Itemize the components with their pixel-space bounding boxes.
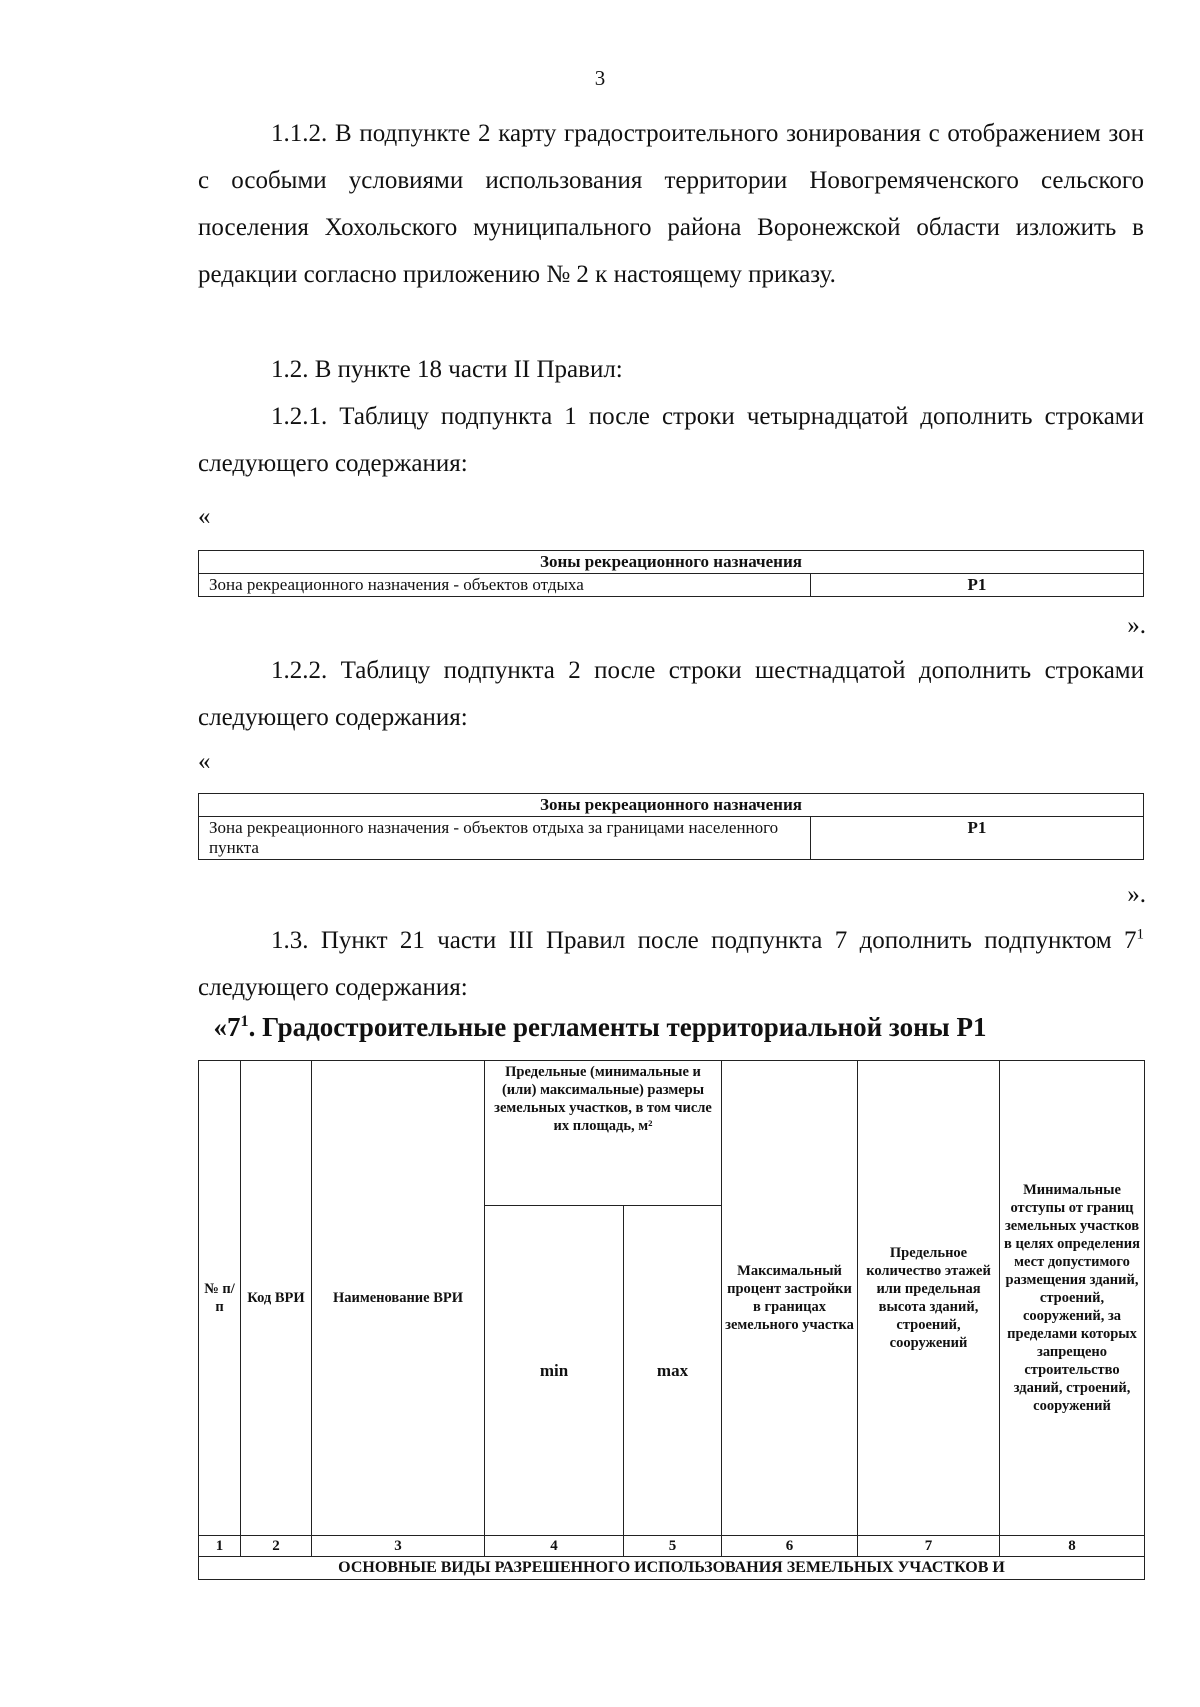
page-number: 3 bbox=[594, 66, 606, 90]
paragraph-12 bbox=[198, 346, 1144, 393]
column-number: 7 bbox=[858, 1536, 1000, 1557]
regulation-title-prefix: «7 bbox=[213, 1012, 241, 1042]
opening-quote: « bbox=[198, 503, 211, 530]
column-number: 6 bbox=[722, 1536, 858, 1557]
zone-table-2 bbox=[198, 793, 1144, 860]
superscript: 1 bbox=[240, 1012, 249, 1030]
paragraph-text bbox=[198, 917, 1144, 1011]
paragraph-1112 bbox=[198, 110, 1144, 298]
column-number: 8 bbox=[1000, 1536, 1145, 1557]
superscript: 1 bbox=[1136, 926, 1144, 943]
header-name: Наименование ВРИ bbox=[312, 1061, 485, 1536]
zone-table-1 bbox=[198, 550, 1144, 597]
zone-name-cell: Зона рекреационного назначения - объектов отдыха bbox=[199, 574, 811, 597]
closing-quote: ». bbox=[1127, 612, 1146, 639]
paragraph-13 bbox=[198, 917, 1144, 1011]
zone-name-cell: Зона рекреационного назначения - объектов отдыха за границами населенного пункта bbox=[199, 817, 811, 860]
column-number: 3 bbox=[312, 1536, 485, 1557]
header-floors: Предельное количество этажей или предельная высота зданий, строений, сооружений bbox=[858, 1061, 1000, 1536]
closing-quote: ». bbox=[1127, 881, 1146, 908]
opening-quote: « bbox=[198, 748, 211, 775]
column-number: 5 bbox=[624, 1536, 722, 1557]
header-max: max bbox=[624, 1206, 722, 1536]
header-min: min bbox=[485, 1206, 624, 1536]
paragraph-121 bbox=[198, 393, 1144, 487]
paragraph-text-end: следующего содержания: bbox=[198, 974, 468, 1001]
paragraph-text: 1.2. В пункте 18 части II Правил: bbox=[271, 356, 623, 383]
zone-table-header: Зоны рекреационного назначения bbox=[199, 551, 1144, 574]
section-title: ОСНОВНЫЕ ВИДЫ РАЗРЕШЕННОГО ИСПОЛЬЗОВАНИЯ ЗЕМЕЛЬНЫХ УЧАСТКОВ И bbox=[199, 1557, 1145, 1580]
regulation-title-rest: . Градостроительные регламенты территориальной зоны Р1 bbox=[248, 1012, 987, 1042]
header-sizes: Предельные (минимальные и (или) максимальные) размеры земельных участков, в том числе их площадь, м² bbox=[485, 1061, 722, 1206]
column-number-row bbox=[199, 1536, 1145, 1557]
column-number: 1 bbox=[199, 1536, 241, 1557]
paragraph-text: 1.2.2. Таблицу подпункта 2 после строки шестнадцатой дополнить строками следующего содержания: bbox=[198, 657, 1144, 731]
paragraph-text: 1.2.1. Таблицу подпункта 1 после строки четырнадцатой дополнить строками следующего содержания: bbox=[198, 403, 1144, 477]
header-percent: Максимальный процент застройки в границах земельного участка bbox=[722, 1061, 858, 1536]
zone-table-header: Зоны рекреационного назначения bbox=[199, 794, 1144, 817]
column-number: 4 bbox=[485, 1536, 624, 1557]
paragraph-122 bbox=[198, 647, 1144, 741]
header-setbacks: Минимальные отступы от границ земельных участков в целях определения мест допустимого размещения зданий, строений, сооружений, за пределами которых запрещено строительство зданий, строений, сооружений bbox=[1000, 1061, 1145, 1536]
zone-code-cell: Р1 bbox=[811, 574, 1144, 597]
column-number: 2 bbox=[241, 1536, 312, 1557]
section-row bbox=[199, 1557, 1145, 1580]
regulation-title bbox=[0, 1012, 1200, 1043]
regulation-table bbox=[198, 1060, 1145, 1580]
paragraph-text: 1.1.2. В подпункте 2 карту градостроительного зонирования с отображением зон с особыми условиями использования территории Новогремяченского сельского поселения Хохольского муниципального района Воронежской области изложить в редакции согласно приложению № 2 к настоящему приказу. bbox=[198, 120, 1144, 288]
header-num: № п/п bbox=[199, 1061, 241, 1536]
header-code: Код ВРИ bbox=[241, 1061, 312, 1536]
paragraph-text-start: 1.3. Пункт 21 части III Правил после подпункта 7 дополнить подпунктом 7 bbox=[271, 927, 1137, 954]
zone-code-cell: Р1 bbox=[811, 817, 1144, 860]
